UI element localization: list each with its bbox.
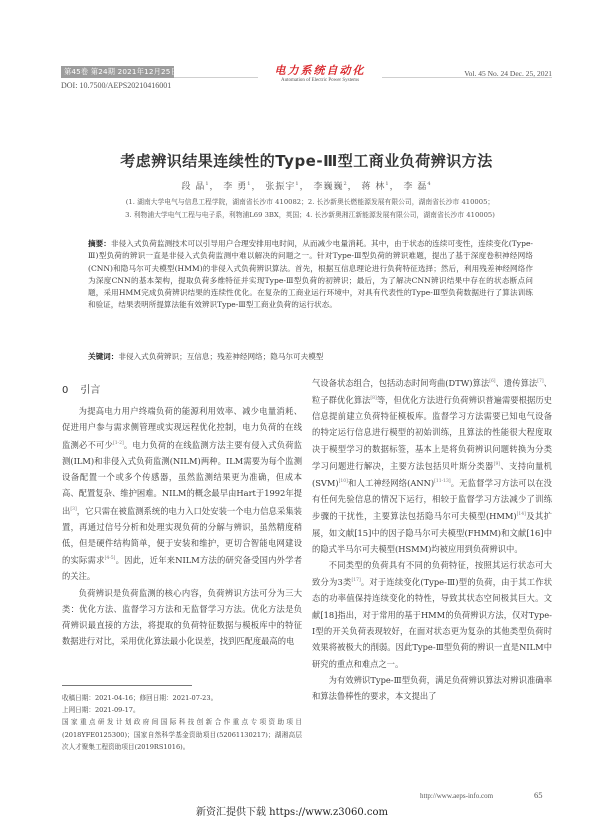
- body-column-right: [312, 374, 552, 705]
- footnote-online: 上网日期：2021-09-17。: [62, 706, 140, 715]
- affiliations-line-2: 3. 利物浦大学电气工程与电子系，利物浦L69 3BX，英国；4. 长沙新奥湘江新能源发展有限公司，湖南省长沙市 410005): [125, 211, 495, 219]
- citation: [14]: [516, 512, 526, 518]
- author-affiliation-mark: 1: [247, 181, 252, 187]
- affiliations-line-1: (1. 湖南大学电气与信息工程学院，湖南省长沙市 410082；2. 长沙新奥长燃能源发展有限公司，湖南省长沙市 410005；: [125, 198, 495, 206]
- citation: [17]: [351, 578, 361, 584]
- author: 李 磊: [403, 182, 428, 192]
- footnote: [62, 692, 302, 753]
- paragraph: 负荷辨识是负荷监测的核心内容，负荷辨识方法可分为三大类：优化方法、监督学习方法和无监督学习方法。优化方法是负荷辨识最直接的方法，将提取的负荷特征数据与模板库中的特征数据进行对比，采用优化算法最小化误差，找到匹配度最高的电: [62, 587, 302, 647]
- author: 段 晶: [181, 182, 206, 192]
- section-title: 引言: [80, 385, 101, 396]
- section-number: 0: [62, 385, 69, 396]
- footnote-divider: [62, 685, 192, 686]
- paragraph: 不同类型的负荷具有不同的负荷特征，按照其运行状态可大致分为3类[17]。对于连续变化(Type-Ⅲ)型的负荷，由于其工作状态的功率值保持连续变化的特性，导致其状态空间极其巨大。文献[18]指出，对于常用的基于HMM的负荷辨识方法，仅对Type-Ⅰ型的开关负荷表现较好，在面对状态更为复杂的其他类型负荷时效果将被极大的削弱。因此Type-Ⅲ型负荷的辨识一直是NILM中研究的重点和难点之一。: [312, 560, 552, 669]
- section-heading: [62, 381, 100, 396]
- issue-info-bar: 第45卷 第24期 2021年12月25日: [61, 66, 174, 78]
- page-number: 65: [534, 790, 543, 800]
- paragraph: 气设备状态组合，包括动态时间弯曲(DTW)算法[6]、遗传算法[7]、粒子群优化算法[8]等，但优化方法进行负荷辨识普遍需要根据历史信息提前建立负荷特征模板库。监督学习方法需要已知电气设备的特定运行信息进行模型的初始训练，且算法的性能很大程度取决于模型学习的数据标签，基本上是将负荷辨识问题转换为分类学习问题进行解决，主要方法包括贝叶斯分类器[9]、支持向量机(SVM)[10]和人工神经网络(ANN)[11-13]。无监督学习方法可以在没有任何先验信息的情况下运行，相较于监督学习方法减少了训练步骤的干扰性，主要算法包括隐马尔可夫模型(HMM)[14]及其扩展，如文献[15]中的因子隐马尔可夫模型(FHMM)和文献[16]中的隐式半马尔可夫模型(HSMM)均被应用到负荷辨识中。: [312, 377, 552, 554]
- author: 张振宇: [265, 182, 296, 192]
- citation: [4-5]: [104, 556, 116, 562]
- paragraph: 为有效辨识Type-Ⅲ型负荷，满足负荷辨识算法对辨识准确率和算法鲁棒性的要求，本文提出了: [312, 674, 552, 702]
- journal-logo: [258, 64, 382, 84]
- author: 李 勇: [223, 182, 248, 192]
- body-column-left: [62, 403, 302, 650]
- author-list: 段 晶$^1$， 李 勇$^1$， 张振宇$^1$， 李巍巍$^2$， 蒋 林$^1$， 李 磊$^4$: [181, 181, 432, 192]
- citation: [3]: [70, 506, 77, 512]
- footnote-funding: 国家重点研发计划政府间国际科技创新合作重点专项资助项目(2018YFE0125300)；国家自然科学基金资助项目(52061130217)；湖湘高层次人才聚集工程资助项目(2019RS1016)。: [62, 718, 302, 751]
- abstract-text: 非侵入式负荷监测技术可以引导用户合理安排用电时间，从而减少电量消耗。其中，由于状态的连续可变性，连续变化(Type-Ⅲ)型负荷的辨识一直是非侵入式负荷监测中难以解决的问题之一。针对Type-Ⅲ型负荷的辨识难题，提出了基于深度卷积神经网络(CNN)和隐马尔可夫模型(HMM)的非侵入式负荷辨识算法。首先，根据互信息理论进行负荷特征选择；然后，利用残差神经网络作为深度CNN的基本架构，提取负荷多维特征并实现Type-Ⅲ型负荷的初辨识；最后，为了解决CNN辨识结果中存在的状态断点问题，采用HMM完成负荷辨识结果的连续性优化。在复杂的工商业运行环境中，对具有代表性的Type-Ⅲ型负荷数据进行了算法训练和验证，结果表明所提算法能有效辨识Type-Ⅲ型工商业负荷的运行状态。: [88, 239, 533, 310]
- download-watermark: 新资汇提供下载 https://www.z3060.com: [196, 807, 388, 818]
- abstract: [88, 238, 533, 312]
- volume-info: Vol. 45 No. 24 Dec. 25, 2021: [464, 69, 552, 78]
- keywords-label: 关键词：: [88, 352, 119, 361]
- journal-name-en: Automation of Electric Power Systems: [280, 78, 360, 83]
- author-affiliation-mark: 2: [343, 181, 348, 187]
- citation: [8]: [370, 396, 377, 402]
- journal-url[interactable]: http://www.aeps-info.com: [420, 792, 494, 800]
- citation: [6]: [489, 379, 496, 384]
- author-affiliation-mark: 1: [295, 181, 300, 187]
- abstract-label: 摘要：: [88, 239, 111, 248]
- paper-title: 考虑辨识结果连续性的Type-Ⅲ型工商业负荷辨识方法: [120, 152, 493, 170]
- journal-name-cn: 电力系统自动化: [274, 64, 366, 77]
- keywords-text: 非侵入式负荷辨识；互信息；残差神经网络；隐马尔可夫模型: [118, 352, 324, 361]
- footnote-dates: 收稿日期：2021-04-16；修回日期：2021-07-23。: [62, 694, 218, 702]
- citation: [7]: [537, 379, 544, 384]
- citation: [11-13]: [434, 479, 451, 485]
- keywords: [88, 351, 533, 362]
- citation: [9]: [493, 462, 501, 468]
- author-affiliation-mark: 4: [427, 181, 432, 187]
- citation: [1-2]: [112, 440, 124, 446]
- author-affiliation-mark: 1: [205, 181, 210, 187]
- author-affiliation-mark: 1: [385, 181, 390, 187]
- author: 李巍巍: [313, 182, 344, 192]
- author: 蒋 林: [361, 182, 386, 192]
- doi: DOI: 10.7500/AEPS20210416001: [61, 81, 172, 90]
- citation: [10]: [338, 479, 348, 485]
- paragraph: 为提高电力用户终端负荷的能源利用效率、减少电量消耗、促进用户参与需求侧管理或实现远程优化控制，电力负荷的在线监测必不可少[1-2]。电力负荷的在线监测方法主要有侵入式负荷监测(ILM)和非侵入式负荷监测(NILM)两种。ILM需要为每个监测设备配置一个或多个传感器，虽然监测结果更为准确，但成本高、配置复杂、维护困难。NILM的概念最早由Hart于1992年提出[3]，它只需在被监测系统的电力入口处安装一个电力信息采集装置，再通过信号分析和处理实现负荷的分解与辨识，虽然精度稍低，但是硬件结构简单，便于安装和维护，更切合智能电网建设的实际需求[4-5]。因此，近年来NILM方法的研究备受国内外学者的关注。: [62, 406, 302, 582]
